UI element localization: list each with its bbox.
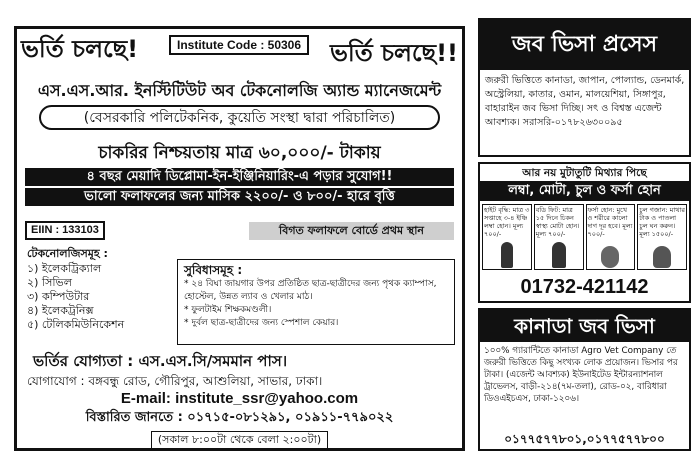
facility-item: * দুর্বল ছাত্র-ছাত্রীদের জন্য স্পেশাল কেয়ার। [184, 318, 339, 328]
office-hours-wrap [17, 428, 462, 449]
facilities-box [177, 259, 455, 345]
hair-text: চুল গজান: মাথার টাক ও পাতলা চুল ঘন করুন। মূল্য ১৫০০/- [639, 206, 685, 238]
technology-item: ৩) কম্পিউটার [27, 290, 90, 303]
person-silhouette-icon [501, 242, 513, 268]
facility-item: * ফুলটাইম শিক্ষকমণ্ডলী। [184, 305, 272, 315]
health-columns [482, 204, 687, 270]
height-column [482, 204, 532, 270]
institute-name: এস.এস.আর. ইনস্টিটিউট অব টেকনোলজি অ্যান্ড ম্যানেজমেন্ট [37, 81, 442, 100]
contact-address: যোগাযোগ : বঙ্গবন্ধু রোড, গৌরিপুর, আশুলিয়া, সাভার, ঢাকা। [27, 374, 323, 388]
job-guarantee: চাকরির নিশ্চয়তায় মাত্র ৬০,০০০/- টাকায় [98, 143, 381, 163]
diploma-offer: ৪ বছর মেয়াদি ডিপ্লোমা-ইন-ইঞ্জিনিয়ারিং-এ পড়ার সুযোগ!! [25, 168, 454, 186]
office-hours: (সকাল ৮:০০টা থেকে বেলা ২:০০টা) [151, 431, 328, 449]
body-fit-column [534, 204, 584, 270]
person-silhouette-icon [552, 242, 566, 268]
scholarship: ভালো ফলাফলের জন্য মাসিক ২২০০/- ও ৮০০/- হারে বৃত্তি [25, 188, 454, 206]
technology-item: ১) ইলেকট্রিক্যাল [27, 262, 102, 275]
height-text: হাইট বৃদ্ধি: মাত্র ৩ সপ্তাহে ৩-৪ ইঞ্চি লম্বা হোন। মূল্য ৭০০/- [484, 206, 530, 238]
email: E-mail: institute_ssr@yahoo.com [120, 390, 359, 407]
health-phone: 01732-421142 [520, 276, 649, 298]
technology-item: ৪) ইলেকট্রনিক্স [27, 304, 94, 317]
board-result-banner: বিগত ফলাফলে বোর্ডে প্রথম স্থান [249, 222, 454, 240]
job-visa-body: জরুরী ভিত্তিতে কানাডা, জাপান, পোল্যান্ড, ডেনমার্ক, অস্ট্রেলিয়া, কাতার, ওমান, মালয়েশিয়া, সিঙ্গাপুর, বাহারাইন জব ভিসা দিচ্ছি। সৎ ও বিশ্বস্ত এজেন্ট আবশ্যক। সরাসরি-০১৭৮২৬৩০০৯৫ [485, 75, 685, 128]
health-headline-2: লম্বা, মোটা, চুল ও ফর্সা হোন [480, 181, 689, 201]
health-ad [478, 162, 691, 303]
facility-item: * ২৪ বিঘা জায়গার উপর প্রতিষ্ঠিত ছাত্র-ছাত্রীদের জন্য পৃথক ক্যাম্পাস, হোস্টেল, উন্নত ল্যাব ও খেলার মাঠ। [184, 279, 437, 302]
face-photo-icon [601, 246, 619, 268]
technology-title: টেকনোলজিসমূহ : [27, 247, 108, 260]
health-headline-1: আর নয় মুটাতুটি মিথ্যার পিছে [522, 167, 647, 179]
hair-column [637, 204, 687, 270]
canada-visa-body: ১০০% গ্যারান্টিতে কানাডা Agro Vet Company তে জরুরী ভিত্তিতে কিছু সংখ্যক লোক প্রয়োজন। ভিসার পর টাকা। (এজেন্ট আবশ্যক) ইউনাইটেড ইন্টারন্যাশনাল ট্রাভেলস, বাড়ী-২১৪(৭ম-তলা), রোড-০২, বারিধারা ডিওএইচএস, ঢাকা-১২০৬। [484, 346, 678, 404]
admission-open-left: ভর্তি চলছে! [21, 35, 139, 63]
phone-numbers: বিস্তারিত জানতে : ০১৭১৫-০৮১২৯১, ০১৯১১-৭৭৯০২২ [85, 410, 394, 425]
eiin-number: EIIN : 133103 [25, 221, 105, 240]
canada-visa-ad [478, 308, 691, 451]
facilities-title: সুবিধাসমূহ : [184, 263, 243, 277]
job-visa-title: জব ভিসা প্রসেস [480, 20, 689, 70]
head-photo-icon [653, 246, 671, 268]
canada-visa-phones: ০১৭৭৫৭৭৮০১,০১৭৭৫৭৭৮০০ [504, 432, 665, 446]
body-fit-text: বডি ফিট: মাত্র ১৫ দিনে চিকন স্বাস্থ্য মোটা হোন। মূল্য ৭০০/- [535, 206, 580, 238]
technology-item: ৫) টেলিকমিউনিকেশন [27, 318, 125, 331]
institute-ad [14, 26, 465, 451]
eligibility: ভর্তির যোগ্যতা : এস.এস.সি/সমমান পাস। [33, 352, 288, 370]
institute-code: Institute Code : 50306 [169, 35, 309, 55]
technology-list [27, 262, 175, 332]
admission-open-right: ভর্তি চলছে!! [329, 39, 458, 67]
canada-visa-title: কানাডা জব ভিসা [480, 310, 689, 342]
managed-by-text: (বেসরকারি পলিটেকনিক, কুয়েতি সংস্থা দ্বারা পরিচালিত) [83, 110, 396, 126]
fair-skin-column [586, 204, 636, 270]
job-visa-ad [478, 18, 691, 157]
fair-skin-text: ফর্সা হোন: মুখে ও শরীরে কালো দাগ দূর হবে। মূল্য ৭০০/- [587, 206, 633, 238]
technology-item: ২) সিভিল [27, 276, 72, 289]
managed-by [39, 105, 440, 130]
